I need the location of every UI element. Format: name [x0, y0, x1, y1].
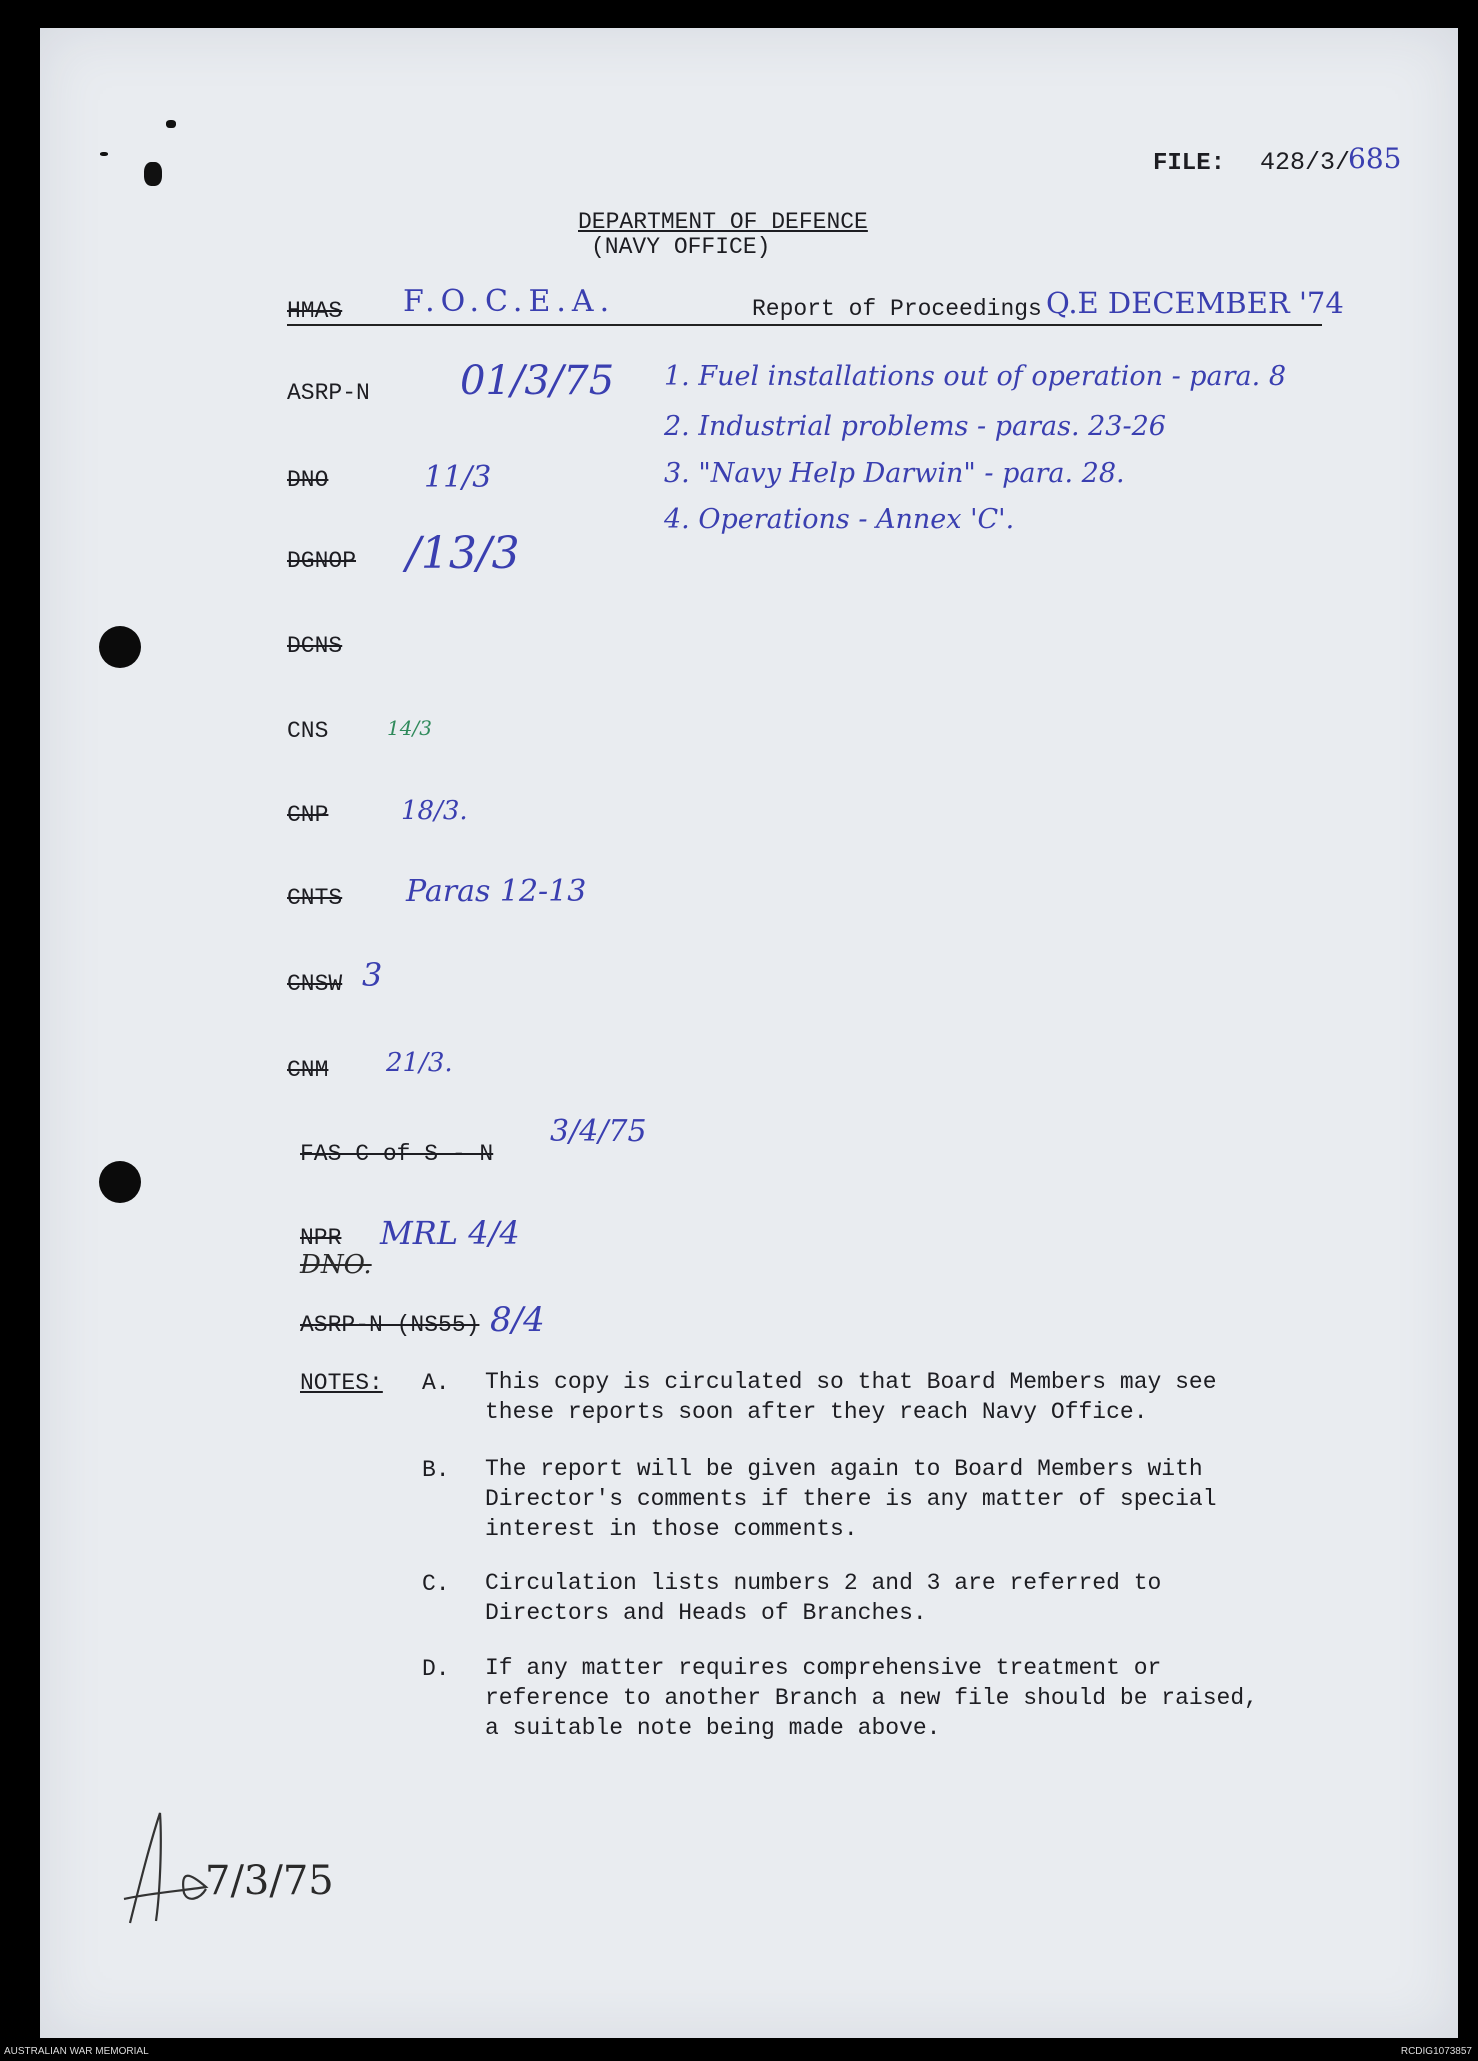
signature-date: 7/3/75: [205, 1858, 334, 1904]
note-letter: C.: [422, 1571, 450, 1597]
annotation-2: 2. Industrial problems - paras. 23-26: [664, 411, 1166, 442]
circulation-initials: 3: [362, 956, 383, 994]
report-period-handwritten: Q.E DECEMBER '74: [1046, 286, 1344, 320]
notes-label: NOTES:: [300, 1370, 383, 1396]
circulation-item-cnts: CNTS: [287, 885, 343, 911]
circulation-initials: 18/3.: [401, 796, 468, 826]
stain-mark: [100, 152, 108, 156]
circulation-initials: MRL 4/4: [380, 1214, 520, 1252]
hmas-label: HMAS: [287, 298, 343, 324]
note-text: This copy is circulated so that Board Members may see these reports soon after they reach Navy Office.: [485, 1369, 1217, 1425]
circulation-item-dcns: DCNS: [287, 633, 343, 659]
circulation-initials: 21/3.: [386, 1048, 453, 1078]
circulation-item-fas-c-of-s-n: FAS C of S - N: [300, 1141, 494, 1167]
circulation-initials: 8/4: [490, 1300, 545, 1340]
circulation-item-asrp-n: ASRP-N: [287, 380, 370, 406]
annotation-4: 4. Operations - Annex 'C'.: [664, 504, 1015, 535]
circulation-initials: Paras 12-13: [406, 874, 587, 909]
circulation-initials: 3/4/75: [550, 1114, 647, 1149]
stain-mark: [166, 120, 176, 128]
report-rule: [722, 324, 1322, 326]
file-label: FILE:: [1153, 150, 1226, 177]
footer-id: RCDIG1073857: [1400, 2046, 1472, 2057]
stain-mark: [144, 162, 162, 186]
department-title: DEPARTMENT OF DEFENCE: [578, 209, 868, 235]
circulation-item-dno-handwritten: DNO.: [300, 1250, 372, 1280]
annotation-1: 1. Fuel installations out of operation - para. 8: [664, 361, 1287, 392]
circulation-initials: 11/3: [424, 460, 492, 495]
circulation-item-npr: NPR: [300, 1225, 342, 1251]
note-text: Circulation lists numbers 2 and 3 are referred to Directors and Heads of Branches.: [485, 1570, 1162, 1626]
navy-office-title: (NAVY OFFICE): [591, 234, 771, 260]
circulation-initials: 14/3: [387, 716, 432, 740]
circulation-initials: 01/3/75: [460, 358, 615, 404]
punch-hole-bottom: [99, 1161, 141, 1203]
report-label: Report of Proceedings: [752, 296, 1042, 322]
punch-hole-top: [99, 626, 141, 668]
circulation-item-dgnop: DGNOP: [287, 548, 357, 574]
circulation-item-cns: CNS: [287, 718, 329, 744]
circulation-initials: /13/3: [406, 528, 520, 579]
note-text: If any matter requires comprehensive treatment or reference to another Branch a new file should be raised, a suitable note being made above.: [485, 1655, 1258, 1741]
note-letter: A.: [422, 1370, 450, 1396]
file-number-handwritten: 685: [1348, 142, 1402, 175]
note-letter: D.: [422, 1656, 450, 1682]
hmas-rule: [287, 324, 742, 326]
footer-source: AUSTRALIAN WAR MEMORIAL: [4, 2046, 149, 2057]
note-text: The report will be given again to Board Members with Director's comments if there is any matter of special interest in those comments.: [485, 1456, 1217, 1542]
note-letter: B.: [422, 1457, 450, 1483]
circulation-item-cnm: CNM: [287, 1057, 329, 1083]
circulation-item-dno: DNO: [287, 467, 329, 493]
file-number: 428/3/: [1260, 148, 1351, 177]
circulation-item-asrp-n-ns55: ASRP-N (NS55): [300, 1312, 480, 1338]
circulation-item-cnsw: CNSW: [287, 971, 343, 997]
circulation-item-cnp: CNP: [287, 802, 329, 828]
hmas-value-handwritten: F.O.C.E.A.: [403, 284, 616, 319]
document-page: [40, 28, 1458, 2038]
annotation-3: 3. "Navy Help Darwin" - para. 28.: [664, 458, 1125, 489]
